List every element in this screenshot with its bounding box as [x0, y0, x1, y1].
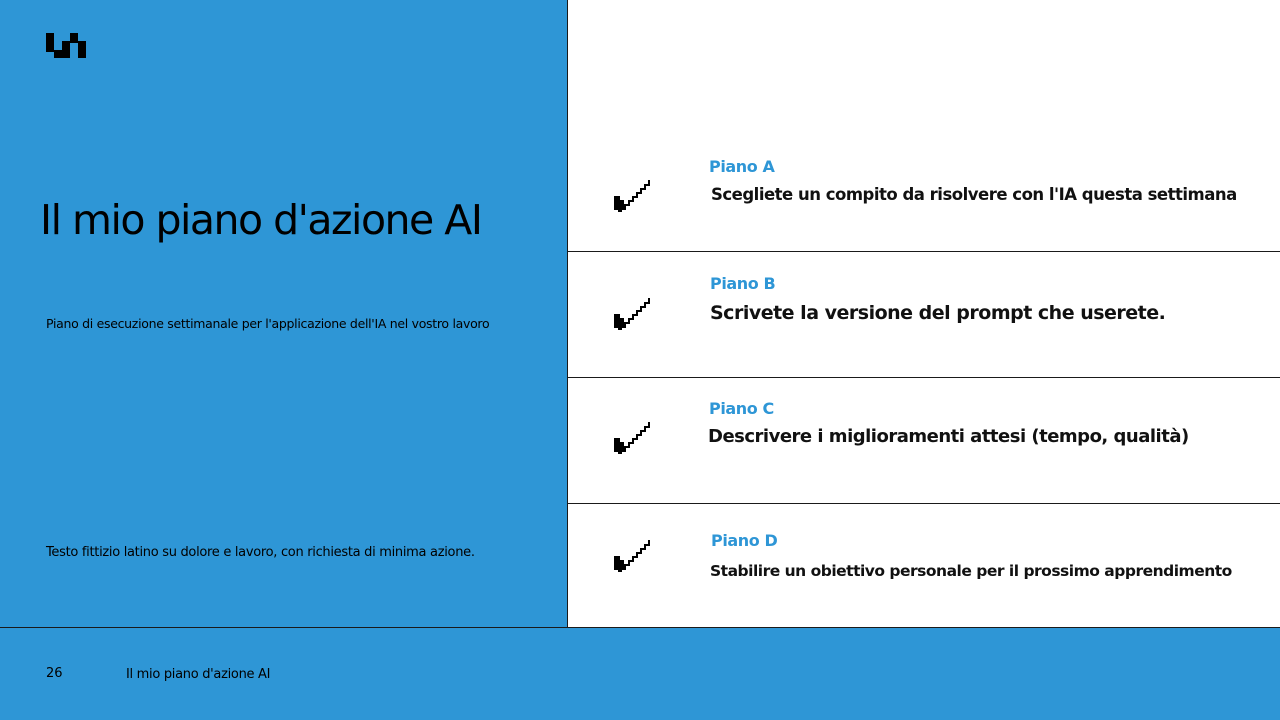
- footer: [0, 627, 1280, 720]
- checkmark-icon: [614, 298, 650, 330]
- checkmark-icon: [614, 540, 650, 572]
- note-text: Testo fittizio latino su dolore e lavoro, con richiesta di minima azione.: [46, 545, 475, 560]
- plan-description: Descrivere i miglioramenti attesi (tempo, qualità): [708, 426, 1189, 447]
- plan-item-a: [568, 0, 1280, 252]
- subtitle: Piano di esecuzione settimanale per l'applicazione dell'IA nel vostro lavoro: [46, 316, 490, 331]
- plan-label: Piano B: [710, 274, 776, 293]
- plan-item-c: [568, 378, 1280, 504]
- page-title: Il mio piano d'azione AI: [40, 196, 482, 244]
- pixel-logo-icon: [46, 33, 90, 59]
- page-number: 26: [46, 666, 63, 681]
- plan-item-b: [568, 252, 1280, 378]
- plan-label: Piano D: [711, 531, 778, 550]
- plan-label: Piano A: [709, 157, 775, 176]
- checkmark-icon: [614, 180, 650, 212]
- plan-description: Scegliete un compito da risolvere con l'IA questa settimana: [711, 185, 1237, 204]
- left-panel: [0, 0, 568, 627]
- checkmark-icon: [614, 422, 650, 454]
- plan-description: Scrivete la versione del prompt che userete.: [710, 302, 1166, 324]
- footer-title: Il mio piano d'azione AI: [126, 667, 271, 682]
- plan-label: Piano C: [709, 399, 774, 418]
- plan-item-d: [568, 504, 1280, 627]
- plan-description: Stabilire un obiettivo personale per il prossimo apprendimento: [710, 562, 1232, 580]
